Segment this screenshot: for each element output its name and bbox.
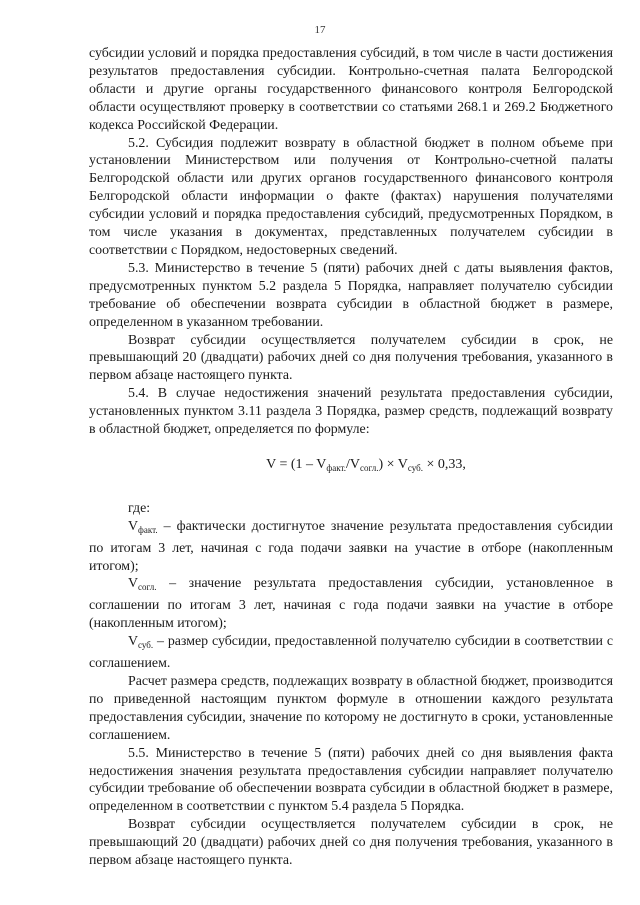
definition-text: – значение результата предоставления субсидии, установленное в соглашении по итогам 3 лет, начиная с года подачи заявки на участие в отборе (накопленным итогом); <box>89 576 613 632</box>
formula-tail: × 0,33, <box>422 456 466 472</box>
paragraph-return-deadline-2: Возврат субсидии осуществляется получателем субсидии в срок, не превышающий 20 (двадцати) рабочих дней со дня получения требования, указанного в первом абзаце настоящего пункта. <box>89 817 613 869</box>
paragraph-calculation: Расчет размера средств, подлежащих возврату в областной бюджет, производится по приведенной настоящим пунктом формуле в отношении каждого результата предоставления субсидии, значение по которому не достигнуто в сроки, установленные соглашением. <box>89 674 613 743</box>
symbol-letter: V <box>128 634 139 650</box>
paragraph-5-2: 5.2. Субсидия подлежит возврату в областной бюджет в полном объеме при установлении Министерством или получения от Контрольно-счетной палаты Белгородской области или других органов государственного финансового контроля Белгородской области информации о факте (фактах) нарушения получателями субсидии условий и порядка предоставления субсидий, предусмотренных Порядком, в том числе указания в документах, представленных получателем субсидии в соответствии с Порядком, недостоверных сведений. <box>89 135 613 258</box>
definition-text: – размер субсидии, предоставленной получателю субсидии в соответствии с соглашением. <box>89 634 613 672</box>
paragraph-5-3: 5.3. Министерство в течение 5 (пяти) рабочих дней с даты выявления фактов, предусмотренных пунктом 5.2 раздела 5 Порядка, направляет получателю субсидии требование об обеспечении возврата субсидии в областной бюджет в размере, определенном в указанном требовании. <box>89 260 613 330</box>
formula-slash: /V <box>345 456 360 472</box>
formula-sub-fact: факт. <box>326 462 346 473</box>
symbol-subscript: факт. <box>138 524 158 535</box>
definition-v-sub <box>89 633 613 673</box>
formula-mid: ) × V <box>378 456 408 472</box>
symbol-letter: V <box>128 518 139 534</box>
paragraph-5-4: 5.4. В случае недостижения значений результата предоставления субсидии, установленных пунктом 3.11 раздела 3 Порядка, размер средств, подлежащий возврату в областной бюджет, определяется по формуле: <box>89 386 613 438</box>
formula-sub-sogl: согл. <box>359 462 379 473</box>
symbol-letter: V <box>128 576 139 592</box>
definition-v-sogl <box>89 575 613 633</box>
symbol-v-fact <box>128 519 158 534</box>
formula-sub-sub: суб. <box>407 462 423 473</box>
definition-text: – фактически достигнутое значение результата предоставления субсидии по итогам 3 лет, начиная с года подачи заявки на участие в отборе (накопленным итогом); <box>89 518 613 574</box>
symbol-v-sub <box>128 634 153 649</box>
symbol-subscript: суб. <box>138 640 154 651</box>
refund-formula <box>89 456 613 478</box>
symbol-subscript: согл. <box>138 582 157 593</box>
document-body <box>89 45 613 870</box>
paragraph-intro: субсидии условий и порядка предоставления субсидий, в том числе в части достижения результатов предоставления субсидии. Контрольно-счетная палата Белгородской области и другие органы государственного финансового контроля Белгородской области осуществляют проверку в соответствии со статьями 268.1 и 269.2 Бюджетного кодекса Российской Федерации. <box>89 46 613 133</box>
page-number: 17 <box>314 24 326 36</box>
paragraph-return-deadline-1: Возврат субсидии осуществляется получателем субсидии в срок, не превышающий 20 (двадцати) рабочих дней со дня получения требования, указанного в первом абзаце настоящего пункта. <box>89 332 613 384</box>
paragraph-5-5: 5.5. Министерство в течение 5 (пяти) рабочих дней со дня выявления факта недостижения значения результата предоставления субсидии направляет получателю субсидии требование об обеспечении возврата субсидии в областной бюджет в размере, определенном в соответствии с пунктом 5.4 раздела 5 Порядка. <box>89 745 613 815</box>
where-label: где: <box>128 500 151 516</box>
symbol-v-sogl <box>128 576 157 591</box>
formula-lhs: V = (1 – V <box>266 456 327 472</box>
definition-v-fact <box>89 518 613 576</box>
